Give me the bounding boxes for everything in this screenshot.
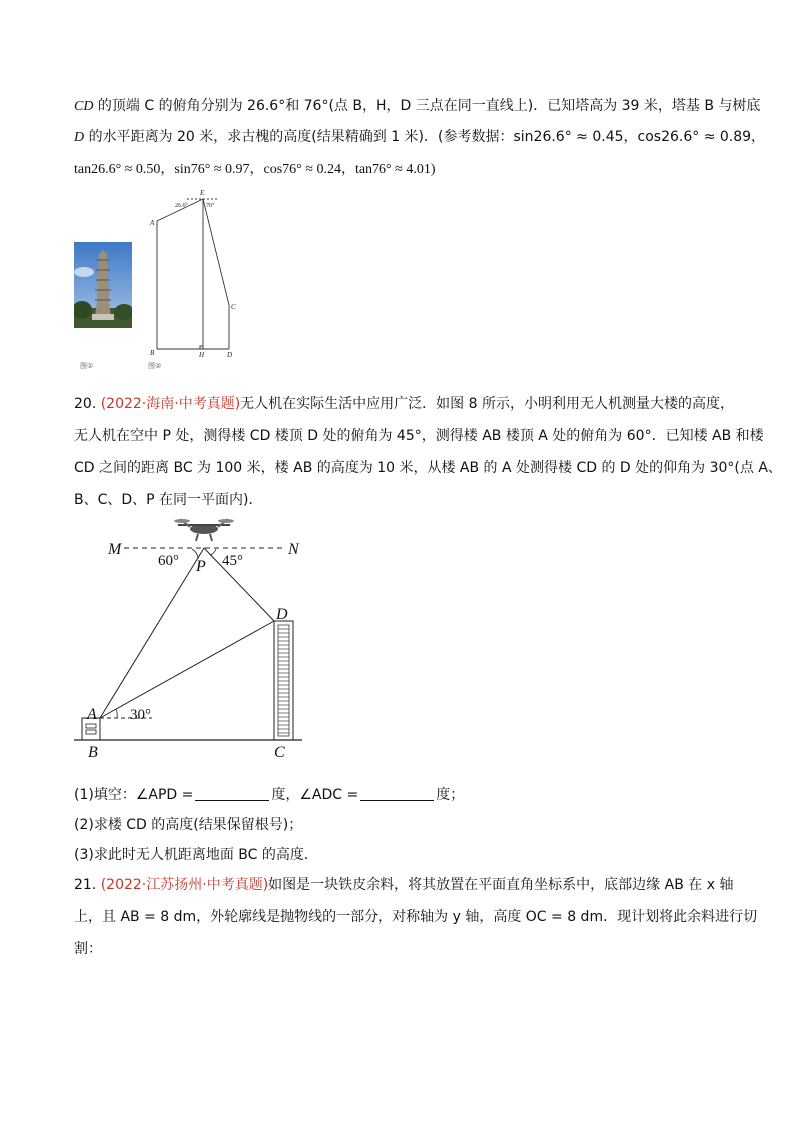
- fig2-caption: 图②: [148, 362, 162, 370]
- angle-60: 60°: [158, 553, 179, 569]
- label-a: A: [150, 219, 155, 227]
- pagoda-photo: [74, 242, 132, 328]
- label-b: B: [88, 744, 98, 761]
- label-c: C: [274, 744, 285, 761]
- q20-line3-text: CD 之间的距离 BC 为 100 米，楼 AB 的高度为 10 米，从楼 AB 的 A 处测得楼 CD 的 D 处的仰角为 30°(点 A、: [74, 460, 782, 476]
- q21-source: (2022·江苏扬州·中考真题): [100, 877, 269, 893]
- q21-text-line-1: [74, 875, 733, 895]
- q20-line4-text: B、C、D、P 在同一平面内)．: [74, 492, 263, 508]
- q20-number: 20.: [74, 396, 97, 412]
- ec-line: [203, 199, 229, 305]
- q21-text-line-3: [74, 939, 102, 959]
- building-cd: [274, 621, 293, 740]
- q20-geometry-figure: [70, 515, 320, 765]
- q19-var-cd: CD: [74, 99, 94, 114]
- q20-sub3: [74, 845, 318, 865]
- label-b: B: [150, 349, 155, 357]
- drone-icon: [174, 519, 234, 541]
- q20-source: (2022·海南·中考真题): [100, 396, 241, 412]
- q20-sub1-prefix: (1)填空：∠APD =: [74, 787, 194, 803]
- q20-text-line-2: [74, 426, 764, 446]
- q20-sub1-suffix: 度；: [436, 787, 465, 803]
- label-p: P: [196, 558, 206, 575]
- q20-text-line-1: [74, 394, 734, 414]
- q21-line2-text: 上，且 AB = 8 dm，外轮廓线是抛物线的一部分，对称轴为 y 轴，高度 OC = 8 dm．现计划将此余料进行切: [74, 909, 758, 925]
- q20-line2-text: 无人机在空中 P 处，测得楼 CD 楼顶 D 处的俯角为 45°，测得楼 AB 楼顶 A 处的俯角为 60°．已知楼 AB 和楼: [74, 428, 764, 444]
- q20-text-line-3: [74, 458, 782, 478]
- label-d: D: [227, 351, 233, 359]
- q19-line3-text: tan26.6° ≈ 0.50，sin76° ≈ 0.97，cos76° ≈ 0.24，tan76° ≈ 4.01): [74, 162, 436, 177]
- q20-sub2-text: (2)求楼 CD 的高度(结果保留根号)；: [74, 817, 303, 833]
- q19-line2-text: 的水平距离为 20 米，求古槐的高度(结果精确到 1 米)．(参考数据：sin26.6° ≈ 0.45，cos26.6° ≈ 0.89，: [88, 129, 766, 145]
- q20-sub3-text: (3)求此时无人机距离地面 BC 的高度．: [74, 847, 318, 863]
- label-h: H: [199, 351, 205, 359]
- q19-text-line-3: [74, 160, 436, 180]
- q20-sub2: [74, 815, 302, 835]
- label-d: D: [276, 606, 288, 623]
- label-a: A: [87, 706, 97, 723]
- q19-geometry-figure: [145, 186, 245, 366]
- angle-26-6: 26.6°: [175, 203, 188, 209]
- fig1-caption: 图①: [80, 362, 94, 370]
- angle-45: 45°: [222, 553, 243, 569]
- label-n: N: [288, 541, 299, 558]
- q20-text-line-4: [74, 490, 263, 510]
- q19-line1-text: 的顶端 C 的俯角分别为 26.6°和 76°(点 B，H，D 三点在同一直线上)．已知塔高为 39 米，塔基 B 与树底: [97, 98, 761, 114]
- label-c: C: [231, 303, 236, 311]
- q21-line1-text: 如图是一块铁皮余料，将其放置在平面直角坐标系中，底部边缘 AB 在 x 轴: [268, 877, 734, 893]
- label-e: E: [200, 189, 205, 197]
- q21-number: 21.: [74, 877, 97, 893]
- angle-76: 76°: [206, 203, 215, 209]
- angle-30: 30°: [130, 707, 151, 723]
- q20-sub1: [74, 785, 464, 805]
- answer-blank-adc[interactable]: [360, 786, 434, 801]
- answer-blank-apd[interactable]: [195, 786, 269, 801]
- q20-sub1-mid: 度，∠ADC =: [271, 787, 359, 803]
- q19-var-d: D: [74, 130, 85, 145]
- q19-text-line-2: [74, 127, 765, 148]
- q21-line3-text: 割：: [74, 941, 102, 957]
- q20-line1-text: 无人机在实际生活中应用广泛．如图 8 所示，小明利用无人机测量大楼的高度，: [240, 396, 734, 412]
- q19-text-line-1: [74, 96, 760, 117]
- label-m: M: [108, 541, 122, 558]
- q21-text-line-2: [74, 907, 757, 927]
